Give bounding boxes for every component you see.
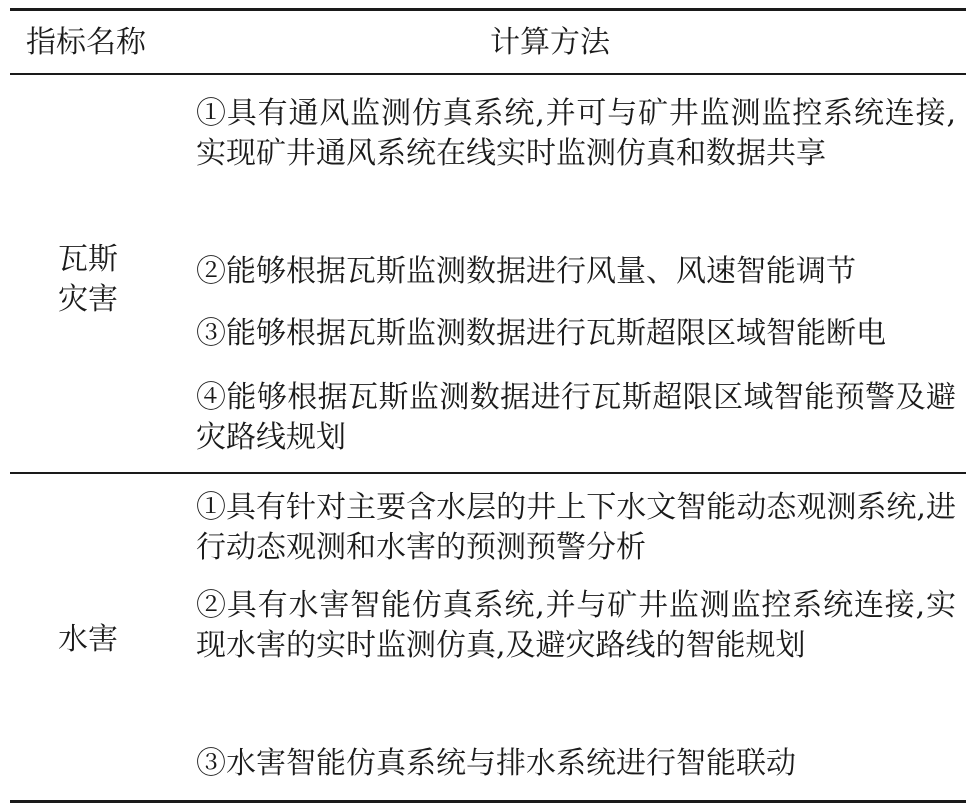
method-gas-2: ②能够根据瓦斯监测数据进行风量、风速智能调节 [196, 254, 856, 289]
header-rule [10, 73, 966, 75]
method-gas-4: ④能够根据瓦斯监测数据进行瓦斯超限区域智能预警及避灾路线规划 [196, 380, 956, 455]
indicator-table [10, 8, 966, 804]
table-top-rule [10, 8, 966, 11]
method-water-1: ①具有针对主要含水层的井上下水文智能动态观测系统,进行动态观测和水害的预测预警分析 [196, 490, 956, 565]
group-divider-rule [10, 472, 966, 474]
method-water-3: ③水害智能仿真系统与排水系统进行智能联动 [196, 746, 796, 781]
method-water-2: ②具有水害智能仿真系统,并与矿井监测监控系统连接,实现水害的实时监测仿真,及避灾路线的智能规划 [196, 588, 956, 663]
group-name-gas-line-2: 灾害 [58, 282, 118, 317]
group-name-water: 水害 [58, 622, 118, 657]
header-calculation-method: 计算方法 [490, 25, 610, 60]
group-name-gas-line-1: 瓦斯 [58, 242, 118, 277]
method-gas-3: ③能够根据瓦斯监测数据进行瓦斯超限区域智能断电 [196, 316, 886, 351]
table-bottom-rule [10, 800, 966, 803]
header-indicator-name: 指标名称 [26, 25, 146, 60]
method-gas-1: ①具有通风监测仿真系统,并可与矿井监测监控系统连接,实现矿井通风系统在线实时监测仿真和数据共享 [196, 96, 956, 171]
